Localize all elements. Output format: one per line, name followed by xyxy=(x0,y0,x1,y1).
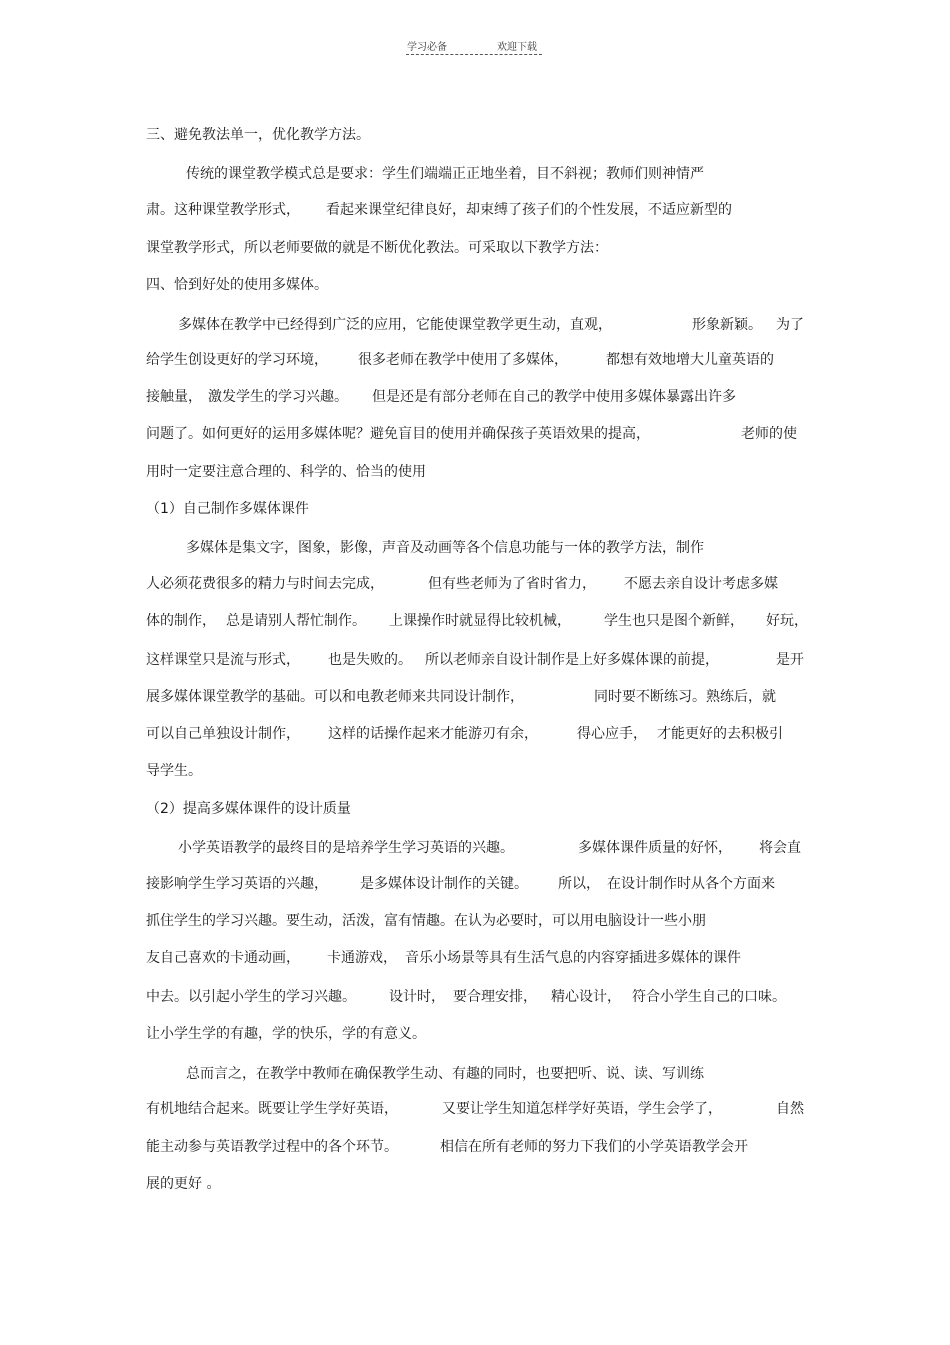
page-header xyxy=(0,38,950,58)
text-line xyxy=(0,988,950,1006)
text-line xyxy=(0,725,950,743)
text-segment: 多媒体在教学中已经得到广泛的应用，它能使课堂教学更生动，直观， xyxy=(178,317,612,333)
text-line xyxy=(0,500,950,518)
text-line xyxy=(0,388,950,406)
text-segment: 四、恰到好处的使用多媒体。 xyxy=(146,277,328,293)
text-segment: 设计时， xyxy=(389,989,445,1005)
text-segment: 相信在所有老师的努力下我们的小学英语教学会开 xyxy=(440,1139,748,1155)
text-line xyxy=(0,875,950,893)
text-segment: 导学生。 xyxy=(146,763,202,779)
text-segment: 给学生创设更好的学习环境， xyxy=(146,352,328,368)
text-line xyxy=(0,949,950,967)
text-segment: 让小学生学的有趣，学的快乐，学的有意义。 xyxy=(146,1026,426,1042)
text-segment: 都想有效地增大儿童英语的 xyxy=(606,352,774,368)
text-segment: 有机地结合起来。既要让学生学好英语， xyxy=(146,1101,398,1117)
text-line xyxy=(0,912,950,930)
text-segment: 人必须花费很多的精力与时间去完成， xyxy=(146,576,384,592)
text-segment: 老师的使 xyxy=(741,426,797,442)
text-segment: 才能更好的去积极引 xyxy=(657,726,783,742)
text-segment: 自然 xyxy=(776,1101,804,1117)
text-segment: 所以， xyxy=(558,876,600,892)
text-segment: 在设计制作时从各个方面来 xyxy=(607,876,775,892)
text-line xyxy=(0,1175,950,1193)
text-line xyxy=(0,316,950,334)
text-segment: 是开 xyxy=(776,652,804,668)
text-segment: 很多老师在教学中使用了多媒体， xyxy=(358,352,568,368)
text-segment: 总是请别人帮忙制作。 xyxy=(226,613,366,629)
text-line xyxy=(0,612,950,630)
text-segment: 小学英语教学的最终目的是培养学生学习英语的兴趣。 xyxy=(178,840,514,856)
text-segment: 音乐小场景等具有生活气息的内容穿插进多媒体的课件 xyxy=(405,950,741,966)
text-segment: 能主动参与英语教学过程中的各个环节。 xyxy=(146,1139,398,1155)
header-right-text: 欢迎下载 xyxy=(497,42,537,53)
text-segment: 卡通游戏， xyxy=(327,950,397,966)
text-line xyxy=(0,463,950,481)
text-segment: 展多媒体课堂教学的基础。可以和电教老师来共同设计制作， xyxy=(146,689,524,705)
text-segment: 这样课堂只是流与形式， xyxy=(146,652,300,668)
text-segment: 三、避免教法单一，优化教学方法。 xyxy=(146,127,370,143)
text-line xyxy=(0,276,950,294)
text-segment: 多媒体课件质量的好怀， xyxy=(578,840,732,856)
text-segment: 形象新颖。 xyxy=(692,317,762,333)
text-segment: 肃。这种课堂教学形式， xyxy=(146,202,300,218)
text-line xyxy=(0,1100,950,1118)
text-line xyxy=(0,762,950,780)
text-segment: 要合理安排， xyxy=(453,989,537,1005)
text-segment: 传统的课堂教学模式总是要求：学生们端端正正地坐着，目不斜视；教师们则神情严 xyxy=(186,166,704,182)
text-segment: 学生也只是图个新鲜， xyxy=(604,613,744,629)
text-segment: 展的更好 。 xyxy=(146,1176,221,1192)
text-segment: 但是还是有部分老师在自己的教学中使用多媒体暴露出许多 xyxy=(372,389,736,405)
text-line xyxy=(0,688,950,706)
text-line xyxy=(0,165,950,183)
text-line xyxy=(0,539,950,557)
text-segment: 多媒体是集文字，图象，影像，声音及动画等各个信息功能与一体的教学方法，制作 xyxy=(186,540,704,556)
text-line xyxy=(0,575,950,593)
text-segment: 也是失败的。 xyxy=(328,652,412,668)
text-segment: 用时一定要注意合理的、科学的、恰当的使用 xyxy=(146,464,426,480)
text-segment: 总而言之，在教学中教师在确保教学生动、有趣的同时，也要把听、说、读、写训练 xyxy=(186,1066,704,1082)
text-segment: 所以老师亲自设计制作是上好多媒体课的前提， xyxy=(425,652,719,668)
text-segment: （2）提高多媒体课件的设计质量 xyxy=(146,801,351,817)
text-segment: 是多媒体设计制作的关键。 xyxy=(360,876,528,892)
text-segment: 将会直 xyxy=(759,840,801,856)
text-segment: 好玩， xyxy=(766,613,808,629)
text-segment: 接影响学生学习英语的兴趣， xyxy=(146,876,328,892)
text-segment: 不愿去亲自设计考虑多媒 xyxy=(624,576,778,592)
text-segment: 同时要不断练习。熟练后，就 xyxy=(594,689,776,705)
text-line xyxy=(0,126,950,144)
text-segment: 激发学生的学习兴趣。 xyxy=(208,389,348,405)
header-left-text: 学习必备 xyxy=(407,42,447,53)
text-segment: 可以自己单独设计制作， xyxy=(146,726,300,742)
text-segment: 这样的话操作起来才能游刃有余， xyxy=(328,726,538,742)
text-line xyxy=(0,1065,950,1083)
text-line xyxy=(0,1025,950,1043)
text-segment: 问题了。如何更好的运用多媒体呢？避免盲目的使用并确保孩子英语效果的提高， xyxy=(146,426,650,442)
header-divider xyxy=(406,54,542,55)
text-segment: 抓住学生的学习兴趣。要生动，活泼，富有情趣。在认为必要时，可以用电脑设计一些小朋 xyxy=(146,913,706,929)
text-line xyxy=(0,800,950,818)
text-segment: 看起来课堂纪律良好，却束缚了孩子们的个性发展，不适应新型的 xyxy=(326,202,732,218)
text-segment: 为了 xyxy=(776,317,804,333)
text-segment: 课堂教学形式，所以老师要做的就是不断优化教法。可采取以下教学方法： xyxy=(146,240,608,256)
text-segment: 得心应手， xyxy=(577,726,647,742)
text-line xyxy=(0,651,950,669)
text-segment: 但有些老师为了省时省力， xyxy=(428,576,596,592)
text-line xyxy=(0,351,950,369)
text-segment: 中去。以引起小学生的学习兴趣。 xyxy=(146,989,356,1005)
text-segment: 又要让学生知道怎样学好英语，学生会学了， xyxy=(442,1101,722,1117)
text-segment: 友自己喜欢的卡通动画， xyxy=(146,950,300,966)
text-segment: 体的制作， xyxy=(146,613,216,629)
text-line xyxy=(0,1138,950,1156)
text-segment: 上课操作时就显得比较机械， xyxy=(389,613,571,629)
text-line xyxy=(0,839,950,857)
text-line xyxy=(0,239,950,257)
text-segment: 精心设计， xyxy=(551,989,621,1005)
text-segment: （1）自己制作多媒体课件 xyxy=(146,501,309,517)
text-segment: 接触量， xyxy=(146,389,202,405)
text-line xyxy=(0,201,950,219)
text-line xyxy=(0,425,950,443)
text-segment: 符合小学生自己的口味。 xyxy=(632,989,786,1005)
